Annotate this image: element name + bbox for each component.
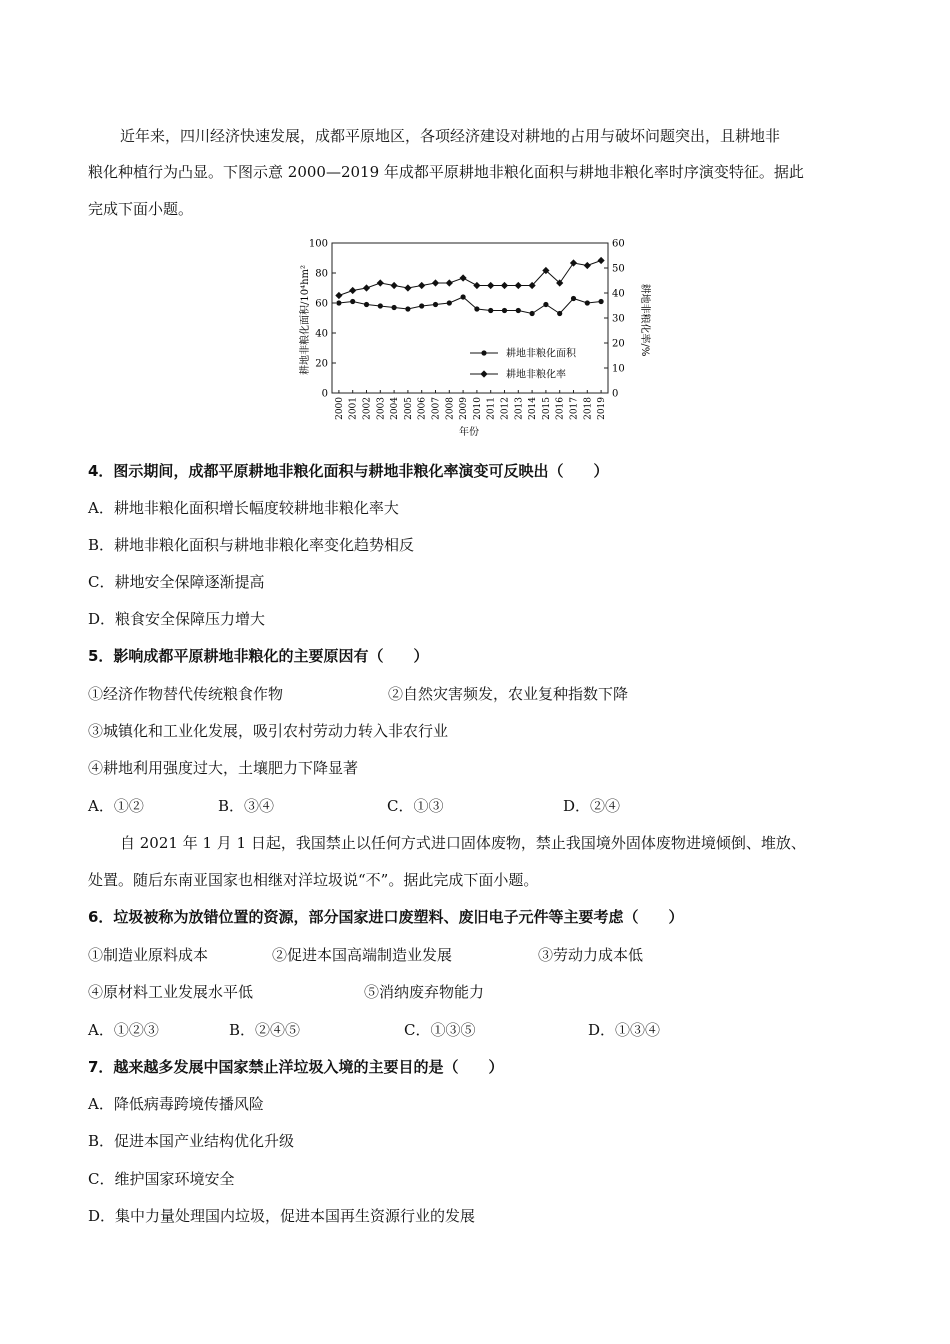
q5-option-d[interactable]: D．②④ — [563, 797, 621, 815]
data-point-1 — [364, 302, 369, 307]
data-point-1 — [336, 300, 341, 305]
x-tick-label: 2010 — [472, 397, 483, 420]
x-tick-label: 2012 — [500, 397, 511, 420]
data-point-2 — [570, 259, 577, 266]
y-right-tick-label: 40 — [612, 288, 625, 300]
x-tick-label: 2007 — [431, 397, 442, 420]
x-tick-label: 2017 — [569, 397, 580, 420]
x-tick-label: 2014 — [528, 397, 539, 420]
q5-statement-1: ①经济作物替代传统粮食作物 — [88, 685, 284, 703]
q6-option-d[interactable]: D．①③④ — [588, 1021, 661, 1039]
intro2-line2: 处置。随后东南亚国家也相继对洋垃圾说“不”。据此完成下面小题。 — [88, 871, 539, 889]
data-point-1 — [461, 294, 466, 299]
y-right-tick-label: 10 — [612, 363, 625, 375]
data-point-1 — [585, 300, 590, 305]
x-tick-label: 2011 — [486, 397, 497, 420]
data-point-1 — [419, 303, 424, 308]
y-left-tick-label: 40 — [315, 328, 328, 340]
y-left-tick-label: 80 — [315, 268, 328, 280]
y-right-tick-label: 50 — [612, 263, 625, 275]
q6-stem: 6．垃圾被称为放错位置的资源，部分国家进口废塑料、废旧电子元件等主要考虑（ ） — [88, 908, 684, 926]
x-tick-label: 2009 — [459, 397, 470, 420]
data-point-2 — [446, 279, 453, 286]
q4-option-d[interactable]: D．粮食安全保障压力增大 — [88, 610, 266, 628]
data-point-1 — [433, 302, 438, 307]
q5-option-a[interactable]: A．①② — [88, 797, 144, 815]
intro1-line2: 粮化种植行为凸显。下图示意 2000—2019 年成都平原耕地非粮化面积与耕地非粮化率时序演变特征。据此 — [88, 163, 804, 181]
q6-option-a[interactable]: A．①②③ — [88, 1021, 159, 1039]
data-point-2 — [473, 282, 480, 289]
data-point-2 — [598, 257, 605, 264]
data-point-2 — [501, 282, 508, 289]
data-point-1 — [543, 302, 548, 307]
x-tick-label: 2008 — [445, 397, 456, 420]
q7-option-a[interactable]: A．降低病毒跨境传播风险 — [88, 1095, 264, 1113]
q7-option-d[interactable]: D．集中力量处理国内垃圾，促进本国再生资源行业的发展 — [88, 1207, 476, 1225]
q7-option-b[interactable]: B．促进本国产业结构优化升级 — [88, 1132, 295, 1150]
q6-statement-5: ⑤消纳废弃物能力 — [364, 983, 485, 1001]
series-line-2 — [339, 261, 601, 296]
q4-option-c[interactable]: C．耕地安全保障逐渐提高 — [88, 573, 265, 591]
x-tick-label: 2013 — [514, 397, 525, 420]
legend-marker-1 — [481, 350, 486, 355]
y-right-tick-label: 30 — [612, 313, 625, 325]
dual-axis-line-chart — [286, 232, 650, 442]
q6-option-c[interactable]: C．①③⑤ — [404, 1021, 476, 1039]
data-point-1 — [599, 299, 604, 304]
data-point-1 — [378, 303, 383, 308]
chart-x-label: 年份 — [459, 427, 479, 438]
q4-option-b[interactable]: B．耕地非粮化面积与耕地非粮化率变化趋势相反 — [88, 536, 415, 554]
data-point-1 — [447, 300, 452, 305]
data-point-1 — [474, 306, 479, 311]
data-point-1 — [571, 296, 576, 301]
data-point-2 — [349, 287, 356, 294]
x-tick-label: 2006 — [417, 397, 428, 420]
legend-label-2: 耕地非粮化率 — [506, 369, 566, 381]
data-point-1 — [350, 299, 355, 304]
intro1-line1: 近年来，四川经济快速发展，成都平原地区，各项经济建设对耕地的占用与破坏问题突出，且耕地非 — [120, 127, 781, 145]
x-tick-label: 2004 — [390, 397, 401, 420]
data-point-2 — [404, 284, 411, 291]
q5-statement-2: ②自然灾害频发，农业复种指数下降 — [388, 685, 629, 703]
plot-frame — [332, 243, 608, 393]
q5-option-c[interactable]: C．①③ — [387, 797, 444, 815]
data-point-1 — [502, 308, 507, 313]
data-point-1 — [488, 308, 493, 313]
intro2-line1: 自 2021 年 1 月 1 日起，我国禁止以任何方式进口固体废物，禁止我国境外固体废物进境倾倒、堆放、 — [120, 834, 806, 852]
data-point-2 — [377, 279, 384, 286]
chart-y-right-label: 耕地非粮化率/% — [639, 283, 650, 357]
q6-statement-3: ③劳动力成本低 — [538, 946, 644, 964]
x-tick-label: 2018 — [583, 397, 594, 420]
chart-series — [335, 257, 604, 316]
data-point-2 — [418, 282, 425, 289]
q6-statement-2: ②促进本国高端制造业发展 — [272, 946, 453, 964]
y-right-tick-label: 0 — [612, 388, 619, 400]
x-tick-label: 2002 — [362, 397, 373, 420]
x-tick-label: 2005 — [403, 397, 414, 420]
x-tick-label: 2003 — [376, 397, 387, 420]
data-point-2 — [584, 262, 591, 269]
y-left-tick-label: 60 — [315, 298, 328, 310]
data-point-2 — [460, 274, 467, 281]
q5-statement-4: ④耕地利用强度过大，土壤肥力下降显著 — [88, 759, 359, 777]
q7-stem: 7．越来越多发展中国家禁止洋垃圾入境的主要目的是（ ） — [88, 1058, 504, 1076]
chart-axes — [309, 239, 625, 420]
data-point-2 — [432, 279, 439, 286]
q6-statement-4: ④原材料工业发展水平低 — [88, 983, 254, 1001]
chart-legend — [470, 347, 577, 381]
q6-option-b[interactable]: B．②④⑤ — [229, 1021, 301, 1039]
intro1-line3: 完成下面小题。 — [88, 200, 194, 218]
legend-label-1: 耕地非粮化面积 — [506, 348, 576, 360]
chart-y-left-label: 耕地非粮化面积/10⁴hm² — [300, 264, 311, 376]
q5-stem: 5．影响成都平原耕地非粮化的主要原因有（ ） — [88, 647, 429, 665]
x-tick-label: 2015 — [541, 397, 552, 420]
q4-option-a[interactable]: A．耕地非粮化面积增长幅度较耕地非粮化率大 — [88, 499, 399, 517]
q5-option-b[interactable]: B．③④ — [218, 797, 275, 815]
x-tick-label: 2000 — [334, 397, 345, 420]
data-point-1 — [530, 311, 535, 316]
data-point-1 — [557, 311, 562, 316]
y-right-tick-label: 60 — [612, 238, 625, 250]
data-point-1 — [516, 308, 521, 313]
x-tick-label: 2016 — [555, 397, 566, 420]
y-left-tick-label: 100 — [308, 238, 328, 250]
data-point-2 — [487, 282, 494, 289]
y-left-tick-label: 0 — [321, 388, 328, 400]
y-right-tick-label: 20 — [612, 338, 625, 350]
y-left-tick-label: 20 — [315, 358, 328, 370]
data-point-2 — [363, 284, 370, 291]
data-point-2 — [335, 292, 342, 299]
data-point-1 — [392, 305, 397, 310]
q4-stem: 4．图示期间，成都平原耕地非粮化面积与耕地非粮化率演变可反映出（ ） — [88, 462, 609, 480]
data-point-1 — [405, 306, 410, 311]
data-point-2 — [515, 282, 522, 289]
legend-marker-2 — [480, 370, 487, 377]
x-tick-label: 2001 — [348, 397, 359, 420]
x-tick-label: 2019 — [597, 397, 608, 420]
data-point-2 — [391, 282, 398, 289]
q5-statement-3: ③城镇化和工业化发展，吸引农村劳动力转入非农行业 — [88, 722, 449, 740]
q7-option-c[interactable]: C．维护国家环境安全 — [88, 1170, 235, 1188]
q6-statement-1: ①制造业原料成本 — [88, 946, 209, 964]
